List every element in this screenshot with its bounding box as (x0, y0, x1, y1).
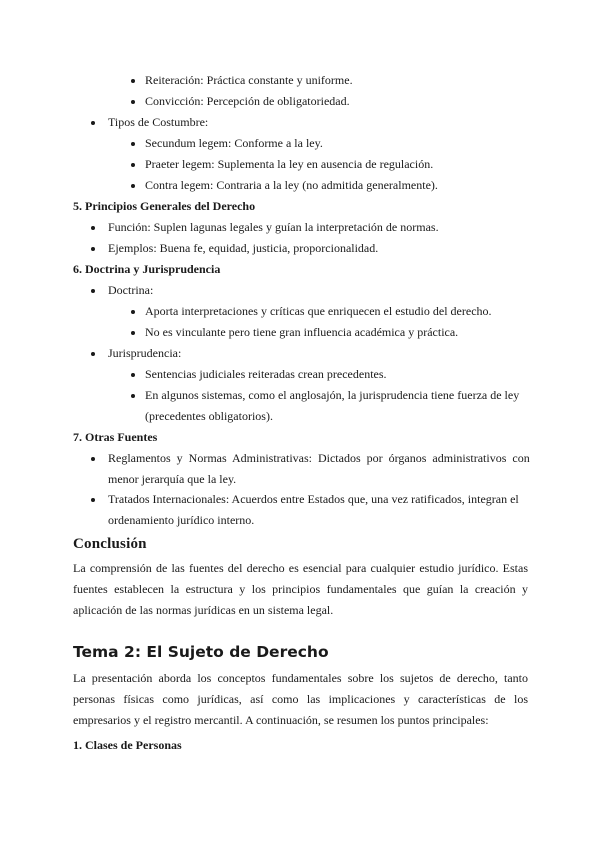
bullet-icon (131, 142, 135, 146)
list-item: Reglamentos y Normas Administrativas: Dictados por órganos administrativos con (108, 451, 530, 465)
bullet-icon (91, 498, 95, 502)
list-item: Aporta interpretaciones y críticas que enriquecen el estudio del derecho. (145, 304, 492, 318)
list-item: Contra legem: Contraria a la ley (no admitida generalmente). (145, 178, 438, 192)
list-item: Secundum legem: Conforme a la ley. (145, 136, 323, 150)
bullet-icon (131, 394, 135, 398)
section-heading: 5. Principios Generales del Derecho (73, 199, 256, 213)
list-item: Tratados Internacionales: Acuerdos entre Estados que, una vez ratificados, integran el (108, 492, 519, 506)
list-item-continuation: ordenamiento jurídico interno. (108, 513, 255, 527)
list-item: Doctrina: (108, 283, 154, 297)
list-item: Sentencias judiciales reiteradas crean precedentes. (145, 367, 387, 381)
bullet-icon (131, 184, 135, 188)
bullet-icon (131, 163, 135, 167)
list-item: No es vinculante pero tiene gran influencia académica y práctica. (145, 325, 459, 339)
section-heading: 6. Doctrina y Jurisprudencia (73, 262, 221, 276)
list-item-continuation: menor jerarquía que la ley. (108, 472, 237, 486)
bullet-icon (131, 310, 135, 314)
bullet-icon (91, 352, 95, 356)
bullet-icon (91, 457, 95, 461)
bullet-icon (131, 100, 135, 104)
bullet-icon (91, 226, 95, 230)
list-item: Ejemplos: Buena fe, equidad, justicia, proporcionalidad. (108, 241, 379, 255)
topic-heading: Tema 2: El Sujeto de Derecho (73, 643, 329, 661)
section-heading: 1. Clases de Personas (73, 738, 182, 752)
conclusion-heading: Conclusión (73, 536, 147, 552)
section-heading: 7. Otras Fuentes (73, 430, 158, 444)
list-item: Tipos de Costumbre: (108, 115, 209, 129)
list-item: Reiteración: Práctica constante y uniforme. (145, 73, 353, 87)
list-item: Jurisprudencia: (108, 346, 182, 360)
conclusion-paragraph: La comprensión de las fuentes del derecho es esencial para cualquier estudio jurídico. Estas fuentes establecen la estructura y los principios fundamentales que guían la creación y aplicación de las normas jurídicas en un sistema legal. (73, 561, 528, 617)
list-item: En algunos sistemas, como el anglosajón, la jurisprudencia tiene fuerza de ley (145, 388, 520, 402)
bullet-icon (91, 289, 95, 293)
bullet-icon (91, 247, 95, 251)
list-item: Convicción: Percepción de obligatoriedad. (145, 94, 350, 108)
list-item-continuation: (precedentes obligatorios). (145, 409, 273, 423)
bullet-icon (131, 373, 135, 377)
intro-paragraph: La presentación aborda los conceptos fundamentales sobre los sujetos de derecho, tanto personas físicas como jurídicas, así como las implicaciones y características de los empresarios y el registro mercantil. A continuación, se resumen los puntos principales: (73, 671, 528, 727)
list-item: Praeter legem: Suplementa la ley en ausencia de regulación. (145, 157, 434, 171)
bullet-icon (131, 331, 135, 335)
bullet-icon (131, 79, 135, 83)
bullet-icon (91, 121, 95, 125)
list-item: Función: Suplen lagunas legales y guían la interpretación de normas. (108, 220, 439, 234)
